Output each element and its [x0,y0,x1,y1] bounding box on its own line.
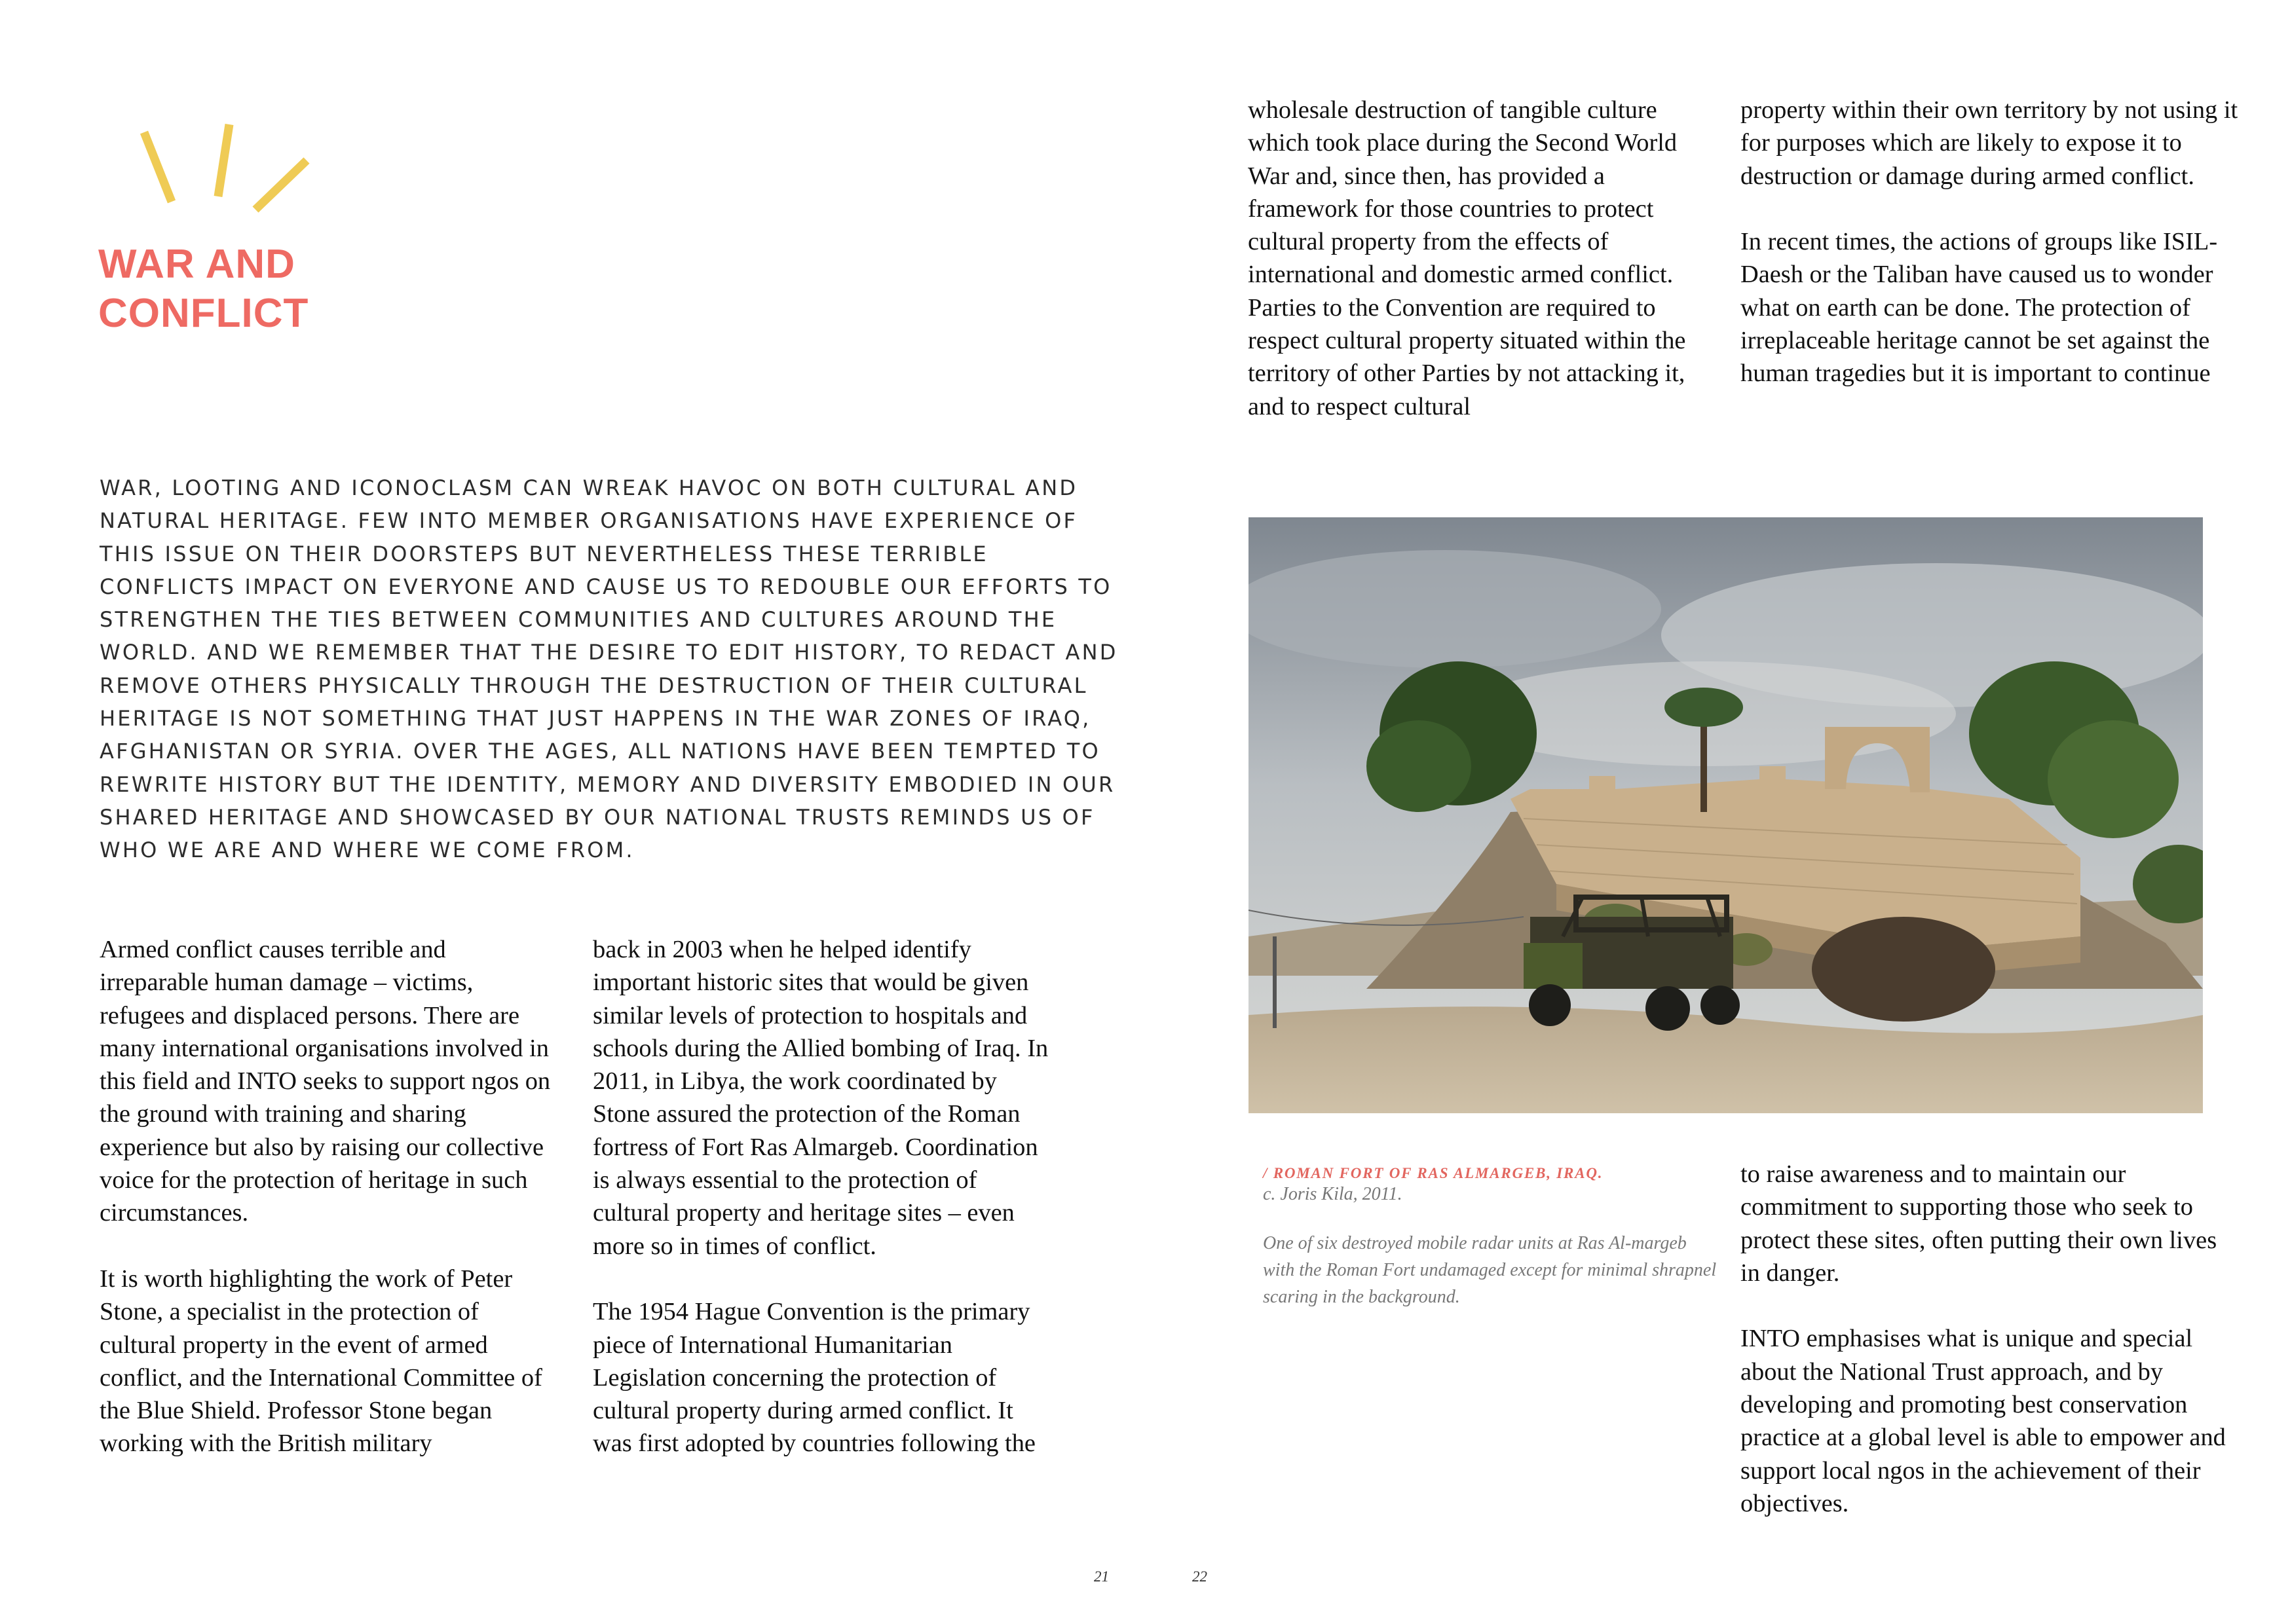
intro-paragraph: WAR, LOOTING AND ICONOCLASM CAN WREAK HAVOC ON BOTH CULTURAL AND NATURAL HERITAGE. FEW INTO MEMBER ORGANISATIONS HAVE EXPERIENCE OF THIS ISSUE ON THEIR DOORSTEPS BUT NEVERTHELESS THESE TERRIBLE CONFLICTS IMPACT ON EVERYONE AND CAUSE US TO REDOUBLE OUR EFFORTS TO STRENGTHEN THE TIES BETWEEN COMMUNITIES AND CULTURES AROUND THE WORLD. AND WE REMEMBER THAT THE DESIRE TO EDIT HISTORY, TO REDACT AND REMOVE OTHERS PHYSICALLY THROUGH THE DESTRUCTION OF THEIR CULTURAL HERITAGE IS NOT SOMETHING THAT JUST HAPPENS IN THE WAR ZONES OF IRAQ, AFGHANISTAN OR SYRIA. OVER THE AGES, ALL NATIONS HAVE BEEN TEMPTED TO REWRITE HISTORY BUT THE IDENTITY, MEMORY AND DIVERSITY EMBODIED IN OUR SHARED HERITAGE AND SHOWCASED BY OUR NATIONAL TRUSTS REMINDS US OF WHO WE ARE AND WHERE WE COME FROM. [100,475,1118,863]
title-line-2: CONFLICT [98,291,309,336]
page-number-left: 21 [1094,1568,1109,1585]
paragraph: back in 2003 when he helped identify important historic sites that would be given similar levels of protection to hospitals and schools during the Allied bombing of Iraq. In 2011, in Libya, the work coordinated by Stone assured the protection of the Roman fortress of Fort Ras Almargeb. Coordination is always essential to the protection of cultural property and heritage sites – even more so in times of conflict. [593,936,1049,1260]
paragraph: In recent times, the actions of groups like ISIL-Daesh or the Taliban have caused us to wonder what on earth can be done. The protection of irreplaceable heritage cannot be set against the human tragedies but it is important to continue [1740,228,2218,388]
text-column-5 [1740,1158,2238,1520]
caption-title: / ROMAN FORT OF RAS ALMARGEB, IRAQ. [1263,1165,1604,1181]
paragraph: INTO emphasises what is unique and special about the National Trust approach, and by developing and promoting best conservation practice at a global level is able to empower and support local ngos in the achievement of their objectives. [1740,1325,2226,1517]
paragraph: wholesale destruction of tangible culture which took place during the Second World War and, since then, has provided a framework for those countries to protect cultural property from the effects of international and domestic armed conflict. Parties to the Convention are required to respect cultural property situated within the territory of other Parties by not attacking it, and to respect cultural [1248,96,1686,420]
caption-description: One of six destroyed mobile radar units at Ras Al-margeb with the Roman Fort undamaged except for minimal shrapnel scaring in the background. [1263,1233,1717,1307]
paragraph: It is worth highlighting the work of Peter Stone, a specialist in the protection of cultural property in the event of armed conflict, and the International Committee of the Blue Shield. Professor Stone began working with the British military [100,1264,542,1458]
paragraph: property within their own territory by not using it for purposes which are likely to expose it to destruction or damage during armed conflict. [1740,96,2238,190]
fort-photo [1248,517,2203,1113]
paragraph: The 1954 Hague Convention is the primary piece of International Humanitarian Legislation concerning the protection of cultural property during armed conflict. It was first adopted by countries following the [593,1298,1036,1458]
text-column-2 [593,933,1051,1460]
text-column-3 [1248,94,1719,423]
caption-credit: c. Joris Kila, 2011. [1263,1184,1402,1204]
paragraph: Armed conflict causes terrible and irreparable human damage – victims, refugees and displaced persons. There are many international organisations involved in this field and INTO seeks to support ngos on the ground with training and sharing experience but also by raising our collective voice for the protection of heritage in such circumstances. [100,936,551,1227]
title-line-1: WAR AND [98,242,295,287]
photo-caption [1263,1163,1721,1310]
page-title [98,240,309,338]
sun-rays-icon [131,118,328,229]
text-column-4 [1740,94,2238,390]
paragraph: to raise awareness and to maintain our commitment to supporting those who seek to protect these sites, often putting their own lives in danger. [1740,1160,2217,1287]
page-number-right: 22 [1192,1568,1207,1585]
text-column-1 [100,933,558,1460]
